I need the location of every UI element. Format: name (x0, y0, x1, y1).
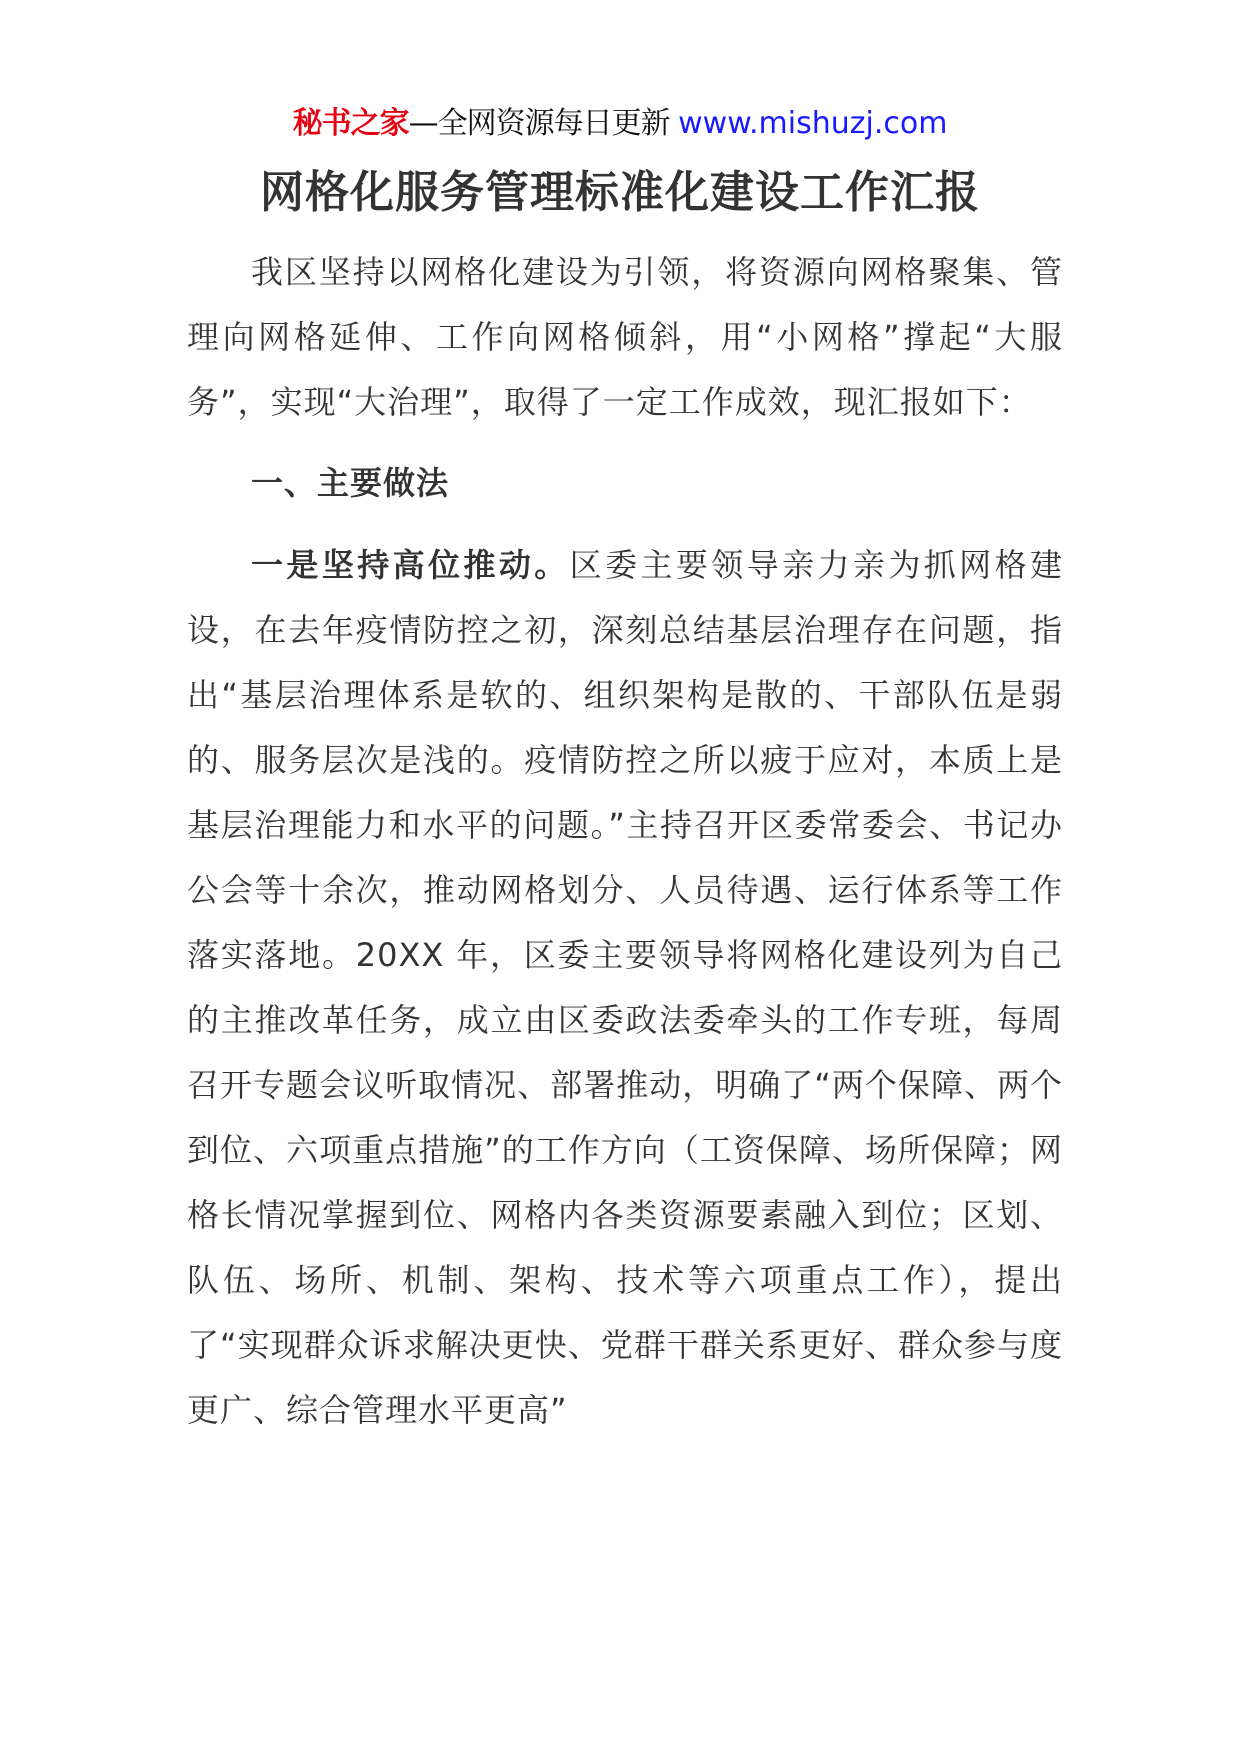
site-header (0, 102, 1240, 146)
document-body (187, 240, 1063, 1443)
brand-name: 秘书之家 (292, 106, 409, 141)
site-tagline: —全网资源每日更新 (408, 106, 670, 141)
body-paragraph (187, 533, 1063, 1443)
paragraph-text: 区委主要领导亲力亲为抓网格建设，在去年疫情防控之初，深刻总结基层治理存在问题，指出“基层治理体系是软的、组织架构是散的、干部队伍是弱的、服务层次是浅的。疫情防控之所以疲于应对，本质上是基层治理能力和水平的问题。”主持召开区委常委会、书记办公会等十余次，推动网格划分、人员待遇、运行体系等工作落实落地。20XX 年，区委主要领导将网格化建设列为自己的主推改革任务，成立由区委政法委牵头的工作专班，每周召开专题会议听取情况、部署推动，明确了“两个保障、两个到位、六项重点措施”的工作方向（工资保障、场所保障；网格长情况掌握到位、网格内各类资源要素融入到位；区划、队伍、场所、机制、架构、技术等六项重点工作），提出了“实现群众诉求解决更快、党群干群关系更好、群众参与度更广、综合管理水平更高” (187, 546, 1063, 1429)
paragraph-lead: 一是坚持高位推动。 (251, 546, 570, 584)
intro-paragraph: 我区坚持以网格化建设为引领，将资源向网格聚集、管理向网格延伸、工作向网格倾斜，用“小网格”撑起“大服务”，实现“大治理”，取得了一定工作成效，现汇报如下： (187, 253, 1063, 421)
document-title: 网格化服务管理标准化建设工作汇报 (260, 167, 980, 218)
section-heading: 一、主要做法 (251, 464, 450, 502)
site-url-link[interactable]: www.mishuzj.com (678, 106, 948, 141)
